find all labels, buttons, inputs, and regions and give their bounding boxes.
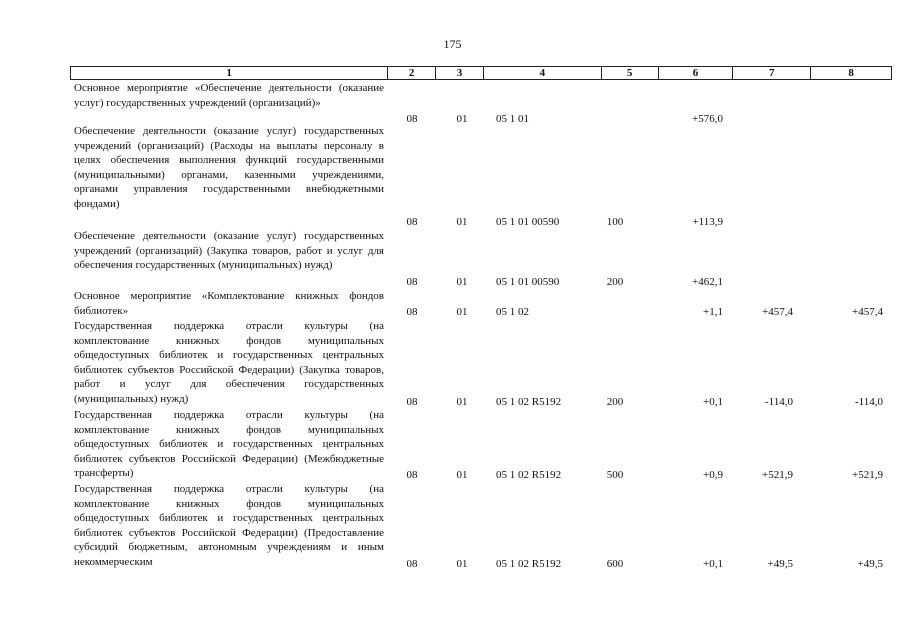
cell-amount-8: +49,5: [857, 558, 883, 570]
cell-amount-7: +521,9: [762, 469, 793, 481]
cell-subsection: 01: [456, 216, 468, 228]
cell-section: 08: [406, 396, 418, 408]
cell-section: 08: [406, 216, 418, 228]
row-description: Государственная поддержка отрасли культуры (на комплектование книжных фондов муниципальных общедоступных библиотек и государственных центральных библиотек субъектов Российской Федерации) (Предоставление субсидий бюджетным, автономным учреждениям и иным некоммерческим: [74, 483, 384, 568]
cell-expense-type: 100: [606, 216, 624, 228]
cell-amount-6: +113,9: [692, 216, 723, 228]
cell-amount-8: +521,9: [852, 469, 883, 481]
cell-section: 08: [406, 276, 418, 288]
cell-subsection: 01: [456, 276, 468, 288]
row-description: Обеспечение деятельности (оказание услуг) государственных учреждений (организаций) (Расходы на выплаты персоналу в целях обеспечения выполнения функций государственными (муниципальными) органами, казенными учреждениями, органами управления государственными внебюджетными фондами): [74, 125, 384, 210]
cell-amount-6: +576,0: [692, 113, 723, 125]
column-header-4: 4: [484, 67, 602, 79]
cell-section: 08: [406, 469, 418, 481]
table-header: [70, 66, 892, 80]
cell-section: 08: [406, 113, 418, 125]
cell-section: 08: [406, 558, 418, 570]
cell-expense-type: 200: [606, 276, 624, 288]
cell-target-article: 05 1 01: [496, 113, 529, 125]
cell-target-article: 05 1 02 R5192: [496, 558, 562, 570]
cell-amount-8: +457,4: [852, 306, 883, 318]
cell-subsection: 01: [456, 306, 468, 318]
cell-target-article: 05 1 01 00590: [496, 216, 560, 228]
cell-amount-7: -114,0: [764, 396, 793, 408]
cell-amount-6: +1,1: [703, 306, 723, 318]
column-header-7: 7: [733, 67, 811, 79]
page-number: 175: [443, 37, 462, 51]
cell-subsection: 01: [456, 558, 468, 570]
cell-amount-8: -114,0: [854, 396, 883, 408]
column-header-3: 3: [436, 67, 484, 79]
cell-expense-type: 200: [606, 396, 624, 408]
cell-amount-7: +457,4: [762, 306, 793, 318]
row-description: Обеспечение деятельности (оказание услуг) государственных учреждений (организаций) (Закупка товаров, работ и услуг для обеспечения государственных (муниципальных) нужд): [74, 230, 384, 271]
row-description: Государственная поддержка отрасли культуры (на комплектование книжных фондов муниципальных общедоступных библиотек и государственных центральных библиотек субъектов Российской Федерации) (Межбюджетные трансферты): [74, 409, 384, 479]
cell-amount-6: +462,1: [692, 276, 723, 288]
cell-section: 08: [406, 306, 418, 318]
cell-amount-6: +0,1: [703, 396, 723, 408]
cell-amount-6: +0,1: [703, 558, 723, 570]
cell-subsection: 01: [456, 113, 468, 125]
column-header-1: 1: [71, 67, 388, 79]
cell-target-article: 05 1 02: [496, 306, 529, 318]
cell-target-article: 05 1 02 R5192: [496, 396, 562, 408]
column-header-2: 2: [388, 67, 436, 79]
cell-amount-6: +0,9: [703, 469, 723, 481]
row-description: Государственная поддержка отрасли культуры (на комплектование книжных фондов муниципальных общедоступных библиотек и государственных центральных библиотек субъектов Российской Федерации) (Закупка товаров, работ и услуг для обеспечения государственных (муниципальных) нужд): [74, 320, 384, 405]
row-description: Основное мероприятие «Обеспечение деятельности (оказание услуг) государственных учреждений (организаций)»: [74, 82, 384, 109]
cell-expense-type: 500: [606, 469, 624, 481]
cell-subsection: 01: [456, 396, 468, 408]
cell-subsection: 01: [456, 469, 468, 481]
cell-target-article: 05 1 01 00590: [496, 276, 560, 288]
column-header-6: 6: [659, 67, 734, 79]
column-header-8: 8: [848, 67, 854, 79]
row-description: Основное мероприятие «Комплектование книжных фондов библиотек»: [74, 290, 384, 317]
cell-amount-7: +49,5: [767, 558, 793, 570]
cell-expense-type: 600: [606, 558, 624, 570]
cell-target-article: 05 1 02 R5192: [496, 469, 562, 481]
column-header-5: 5: [602, 67, 659, 79]
